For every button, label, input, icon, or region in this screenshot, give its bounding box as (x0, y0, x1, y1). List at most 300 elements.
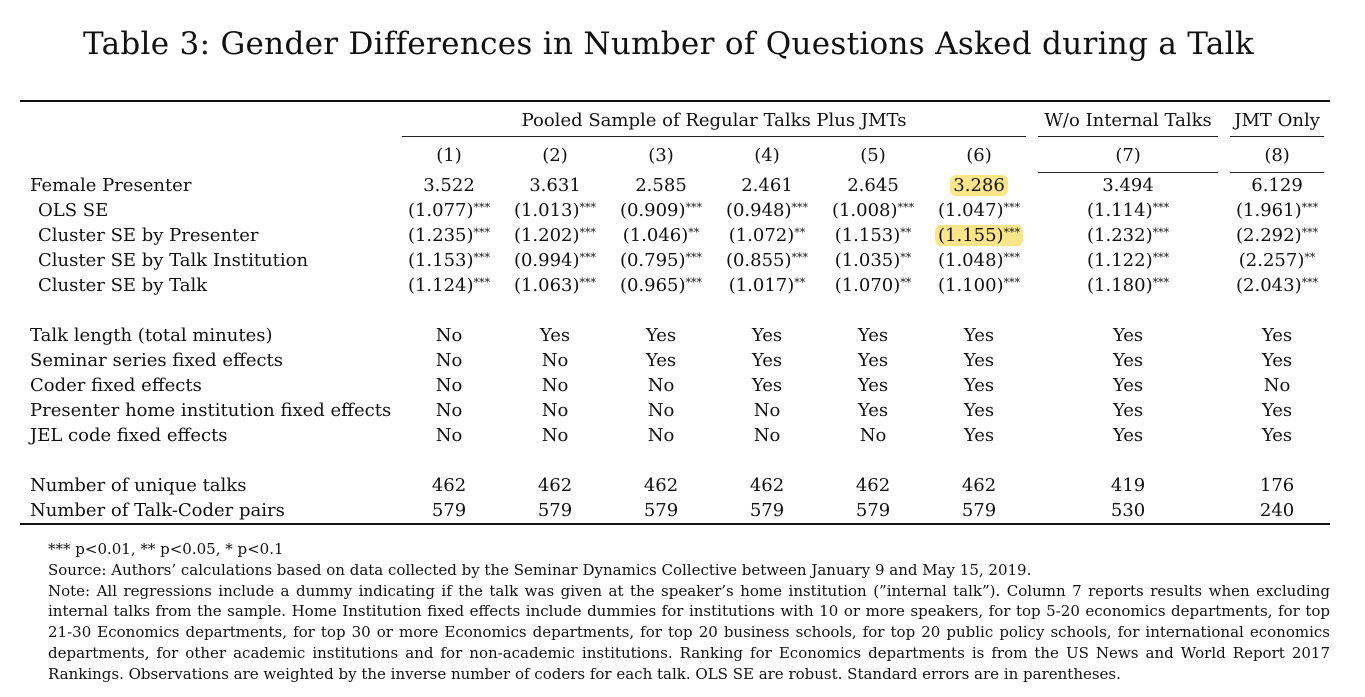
value-text: Yes (857, 350, 889, 371)
value-text: (0.994) (513, 250, 580, 271)
table-cell (926, 423, 1032, 448)
table-cell (1224, 323, 1330, 348)
value-text: (0.909) (619, 200, 686, 221)
cell-value (750, 500, 784, 521)
cell-value (729, 225, 806, 246)
cell-value (856, 500, 890, 521)
cell-value (750, 475, 784, 496)
cell-value (408, 250, 490, 271)
value-text: 176 (1259, 475, 1295, 496)
value-text: Yes (751, 325, 783, 346)
table-cell (1032, 173, 1224, 198)
table-row (20, 323, 1330, 348)
table-cell (396, 398, 502, 423)
table-cell (1224, 273, 1330, 298)
table-cell (608, 498, 714, 524)
cell-value (964, 325, 994, 346)
table-cell (502, 323, 608, 348)
significance-stars: *** (1301, 201, 1319, 214)
table-cell (820, 398, 926, 423)
row-label: JEL code fixed effects (30, 425, 228, 446)
value-text: Yes (857, 375, 889, 396)
cell-value (1113, 325, 1143, 346)
value-text: No (647, 400, 675, 421)
table-cell (1032, 373, 1224, 398)
cell-value (620, 275, 702, 296)
table-cell (714, 498, 820, 524)
value-text: Yes (1112, 425, 1144, 446)
cell-value (538, 500, 572, 521)
significance-stars: ** (900, 276, 912, 289)
table-cell (1032, 348, 1224, 373)
significance-stars: *** (1003, 251, 1021, 264)
cell-value (529, 175, 581, 196)
cell-value (514, 225, 596, 246)
table-cell (926, 223, 1032, 248)
value-text: No (541, 425, 569, 446)
significance-stars: *** (579, 276, 597, 289)
table-row (20, 373, 1330, 398)
table-cell (714, 323, 820, 348)
cell-value (620, 200, 702, 221)
source-note: Source: Authors’ calculations based on data collected by the Seminar Dynamics Collective between January 9 and May 15, 2019. (48, 560, 1032, 579)
cell-value (408, 200, 490, 221)
table-row (20, 198, 1330, 223)
value-text: No (435, 350, 463, 371)
cell-value (423, 175, 475, 196)
cell-value (752, 350, 782, 371)
value-text: No (541, 375, 569, 396)
value-text: No (541, 350, 569, 371)
column-number: (1) (436, 144, 462, 166)
cell-value (436, 425, 463, 446)
value-text: 3.522 (423, 175, 475, 196)
cell-value (1262, 350, 1292, 371)
table-cell (396, 473, 502, 498)
value-text: Yes (963, 425, 995, 446)
cell-value (964, 400, 994, 421)
cell-value (542, 425, 569, 446)
table-row (20, 173, 1330, 198)
cell-value (1087, 225, 1169, 246)
table-cell (1032, 248, 1224, 273)
value-text: No (435, 400, 463, 421)
table-cell (608, 198, 714, 223)
significance-stars: ** (900, 226, 912, 239)
cell-value (648, 425, 675, 446)
cell-value (860, 425, 887, 446)
cell-value (858, 350, 888, 371)
cell-value (962, 500, 996, 521)
table-cell (714, 398, 820, 423)
value-text: Yes (1261, 400, 1293, 421)
significance-stars: *** (1301, 226, 1319, 239)
column-number: (2) (542, 144, 568, 166)
row-label: Number of unique talks (30, 475, 247, 496)
table-cell (1032, 273, 1224, 298)
column-number: (7) (1032, 137, 1224, 173)
value-text: 530 (1110, 500, 1146, 521)
significance-note: *** p<0.01, ** p<0.05, * p<0.1 (48, 540, 284, 558)
value-text: 462 (961, 475, 997, 496)
cell-value (964, 425, 994, 446)
value-text: (1.153) (407, 250, 474, 271)
value-text: 2.645 (847, 175, 899, 196)
header-column-numbers-row (20, 137, 1330, 173)
table-row (20, 473, 1330, 498)
table-cell (396, 373, 502, 398)
value-text: 3.631 (529, 175, 581, 196)
value-text: Yes (857, 325, 889, 346)
value-text: Yes (539, 325, 571, 346)
cell-value (1264, 375, 1291, 396)
table-cell (820, 373, 926, 398)
value-text: (1.235) (407, 225, 474, 246)
table-row (20, 273, 1330, 298)
table-cell (714, 473, 820, 498)
methodology-note: Note: All regressions include a dummy indicating if the talk was given at the speaker’s home institution (”internal talk”). Column 7 reports results when excluding internal talks from the sample. Home Institution fixed effects include dummies for institutions with 10 or more speakers, for top 5-20 economics departments, for top 21-30 Economics departments, for top 30 or more Economics departments, for top 20 business schools, for top 20 public policy schools, for international economics departments, for other academic institutions and for non-academic institutions. Ranking for Economics departments is from the US News and World Report 2017 Rankings. Observations are weighted by the inverse number of coders for each talk. OLS SE are robust. Standard errors are in parentheses. (48, 581, 1330, 683)
value-text: (1.047) (937, 200, 1004, 221)
significance-stars: *** (1003, 226, 1021, 239)
table-cell (820, 323, 926, 348)
value-text: Yes (963, 400, 995, 421)
value-text: (2.043) (1236, 275, 1302, 296)
value-text: Yes (1112, 375, 1144, 396)
cell-value (858, 325, 888, 346)
row-label: Talk length (total minutes) (30, 325, 273, 346)
cell-value (538, 475, 572, 496)
table-row (20, 498, 1330, 524)
value-text: (1.232) (1087, 225, 1153, 246)
table-cell (502, 248, 608, 273)
table-notes (48, 539, 1330, 685)
cell-value (648, 400, 675, 421)
value-text: 240 (1259, 500, 1295, 521)
cell-value (542, 400, 569, 421)
table-cell (1032, 398, 1224, 423)
table-cell (714, 423, 820, 448)
cell-value (432, 475, 466, 496)
row-label: Coder fixed effects (30, 375, 202, 396)
table-cell (502, 348, 608, 373)
cell-value (752, 375, 782, 396)
value-text: (1.072) (728, 225, 795, 246)
table-cell (926, 348, 1032, 373)
cell-value (646, 350, 676, 371)
table-cell (1224, 173, 1330, 198)
cell-value (514, 200, 596, 221)
highlighted-cell-value (950, 175, 1008, 196)
table-cell (608, 223, 714, 248)
table-cell (502, 423, 608, 448)
table-cell (608, 348, 714, 373)
cell-value (436, 375, 463, 396)
table-title: Table 3: Gender Differences in Number of Questions Asked during a Talk (83, 26, 1254, 62)
value-text: 579 (749, 500, 785, 521)
table-cell (926, 398, 1032, 423)
value-text: (1.202) (513, 225, 580, 246)
value-text: (0.948) (725, 200, 792, 221)
cell-value (542, 350, 569, 371)
spacer-row (20, 298, 1330, 323)
table-cell (608, 473, 714, 498)
table-cell (820, 248, 926, 273)
table-cell (396, 323, 502, 348)
table-cell (714, 348, 820, 373)
value-text: Yes (1112, 400, 1144, 421)
value-text: 6.129 (1251, 175, 1303, 196)
cell-value (726, 250, 808, 271)
value-text: No (435, 325, 463, 346)
significance-stars: *** (579, 251, 597, 264)
cell-value (856, 475, 890, 496)
table-cell (608, 373, 714, 398)
table-cell (714, 248, 820, 273)
value-text: Yes (1261, 425, 1293, 446)
value-text: (1.961) (1236, 200, 1302, 221)
cell-value (408, 225, 490, 246)
table-cell (820, 348, 926, 373)
table-cell (608, 423, 714, 448)
value-text: (1.046) (622, 225, 689, 246)
value-text: Yes (857, 400, 889, 421)
cell-value (938, 275, 1020, 296)
table-cell (396, 498, 502, 524)
table-cell (714, 273, 820, 298)
cell-value (726, 200, 808, 221)
column-number: (4) (754, 144, 780, 166)
significance-stars: ** (688, 226, 700, 239)
value-text: (1.063) (513, 275, 580, 296)
value-text: (1.155) (937, 225, 1004, 246)
table-cell (1224, 198, 1330, 223)
value-text: Yes (963, 375, 995, 396)
row-label: Seminar series fixed effects (30, 350, 284, 371)
value-text: 462 (855, 475, 891, 496)
cell-value (1262, 325, 1292, 346)
cell-value (964, 350, 994, 371)
group-header-pooled: Pooled Sample of Regular Talks Plus JMTs (396, 101, 1032, 137)
significance-stars: *** (1152, 251, 1170, 264)
table-cell (1224, 348, 1330, 373)
cell-value (623, 225, 700, 246)
value-text: 462 (749, 475, 785, 496)
spacer-row (20, 448, 1330, 473)
value-text: (0.855) (725, 250, 792, 271)
value-text: No (647, 375, 675, 396)
table-cell (396, 173, 502, 198)
table-cell (502, 198, 608, 223)
cell-value (1113, 425, 1143, 446)
value-text: (1.100) (937, 275, 1004, 296)
value-text: (1.070) (834, 275, 901, 296)
table-cell (396, 348, 502, 373)
table-cell (396, 223, 502, 248)
cell-value (741, 175, 793, 196)
cell-value (1111, 475, 1145, 496)
table-cell (608, 273, 714, 298)
value-text: (1.114) (1087, 200, 1153, 221)
cell-value (432, 500, 466, 521)
cell-value (1262, 425, 1292, 446)
table-cell (714, 198, 820, 223)
table-cell (1032, 323, 1224, 348)
table-cell (926, 173, 1032, 198)
table-cell (820, 498, 926, 524)
value-text: Yes (1261, 350, 1293, 371)
table-cell (820, 223, 926, 248)
value-text: (1.013) (513, 200, 580, 221)
cell-value (1236, 225, 1318, 246)
table-cell (502, 398, 608, 423)
value-text: 462 (643, 475, 679, 496)
table-cell (820, 473, 926, 498)
cell-value (644, 500, 678, 521)
table-cell (1224, 373, 1330, 398)
table-cell (608, 173, 714, 198)
table-cell (1032, 198, 1224, 223)
cell-value (729, 275, 806, 296)
cell-value (1262, 400, 1292, 421)
value-text: (2.292) (1236, 225, 1302, 246)
table-cell (926, 323, 1032, 348)
value-text: 579 (855, 500, 891, 521)
significance-stars: *** (473, 201, 491, 214)
table-cell (1032, 473, 1224, 498)
value-text: 462 (537, 475, 573, 496)
significance-stars: ** (900, 251, 912, 264)
value-text: Yes (963, 350, 995, 371)
significance-stars: *** (1003, 201, 1021, 214)
cell-value (1260, 500, 1294, 521)
cell-value (436, 400, 463, 421)
table-cell (926, 248, 1032, 273)
table-cell (502, 173, 608, 198)
cell-value (1087, 200, 1169, 221)
column-number: (8) (1224, 137, 1330, 173)
table-cell (820, 273, 926, 298)
value-text: No (859, 425, 887, 446)
cell-value (938, 200, 1020, 221)
value-text: (1.124) (407, 275, 474, 296)
table-cell (1032, 223, 1224, 248)
cell-value (648, 375, 675, 396)
table-cell (396, 423, 502, 448)
cell-value (1251, 175, 1303, 196)
value-text: Yes (1261, 325, 1293, 346)
table-row (20, 223, 1330, 248)
table-row (20, 423, 1330, 448)
table-cell (1224, 423, 1330, 448)
significance-stars: *** (685, 276, 703, 289)
table-row (20, 248, 1330, 273)
table-cell (608, 248, 714, 273)
table-row (20, 398, 1330, 423)
cell-value (408, 275, 490, 296)
significance-stars: ** (794, 226, 806, 239)
value-text: 2.585 (635, 175, 687, 196)
cell-value (436, 325, 463, 346)
value-text: (1.048) (937, 250, 1004, 271)
value-text: 2.461 (741, 175, 793, 196)
cell-value (1102, 175, 1154, 196)
row-label: Cluster SE by Presenter (38, 225, 259, 246)
value-text: No (435, 425, 463, 446)
table-cell (1224, 223, 1330, 248)
cell-value (962, 475, 996, 496)
cell-value (832, 200, 914, 221)
cell-value (847, 175, 899, 196)
column-number: (6) (966, 144, 992, 166)
table-cell (502, 498, 608, 524)
cell-value (835, 275, 912, 296)
cell-value (1236, 275, 1318, 296)
cell-value (835, 225, 912, 246)
cell-value (754, 400, 781, 421)
regression-table (20, 100, 1330, 525)
table-cell (926, 473, 1032, 498)
cell-value (858, 375, 888, 396)
table-cell (820, 173, 926, 198)
cell-value (635, 175, 687, 196)
header-group-row (20, 101, 1330, 137)
significance-stars: *** (1003, 276, 1021, 289)
value-text: No (647, 425, 675, 446)
table-cell (396, 273, 502, 298)
value-text: 579 (537, 500, 573, 521)
table-cell (1224, 473, 1330, 498)
cell-value (754, 425, 781, 446)
cell-value (644, 475, 678, 496)
value-text: 579 (643, 500, 679, 521)
table-cell (820, 423, 926, 448)
table-cell (502, 273, 608, 298)
significance-stars: *** (473, 276, 491, 289)
cell-value (752, 325, 782, 346)
table-cell (1224, 498, 1330, 524)
cell-value (542, 375, 569, 396)
value-text: No (753, 400, 781, 421)
value-text: No (435, 375, 463, 396)
significance-stars: *** (791, 201, 809, 214)
table-cell (820, 198, 926, 223)
value-text: Yes (645, 325, 677, 346)
value-text: 3.286 (953, 175, 1005, 196)
significance-stars: *** (791, 251, 809, 264)
value-text: 579 (961, 500, 997, 521)
value-text: (0.965) (619, 275, 686, 296)
cell-value (436, 350, 463, 371)
column-number: (3) (648, 144, 674, 166)
significance-stars: *** (579, 226, 597, 239)
column-number: (5) (860, 144, 886, 166)
cell-value (1236, 200, 1318, 221)
significance-stars: *** (473, 226, 491, 239)
value-text: (1.008) (831, 200, 898, 221)
cell-value (1113, 375, 1143, 396)
cell-value (1239, 250, 1316, 271)
cell-value (514, 275, 596, 296)
table-cell (1032, 423, 1224, 448)
row-label: Presenter home institution fixed effects (30, 400, 392, 421)
group-header-jmt: JMT Only (1224, 101, 1330, 137)
value-text: Yes (645, 350, 677, 371)
table-cell (714, 223, 820, 248)
value-text: (1.122) (1087, 250, 1153, 271)
significance-stars: *** (1152, 201, 1170, 214)
value-text: 419 (1110, 475, 1146, 496)
cell-value (646, 325, 676, 346)
